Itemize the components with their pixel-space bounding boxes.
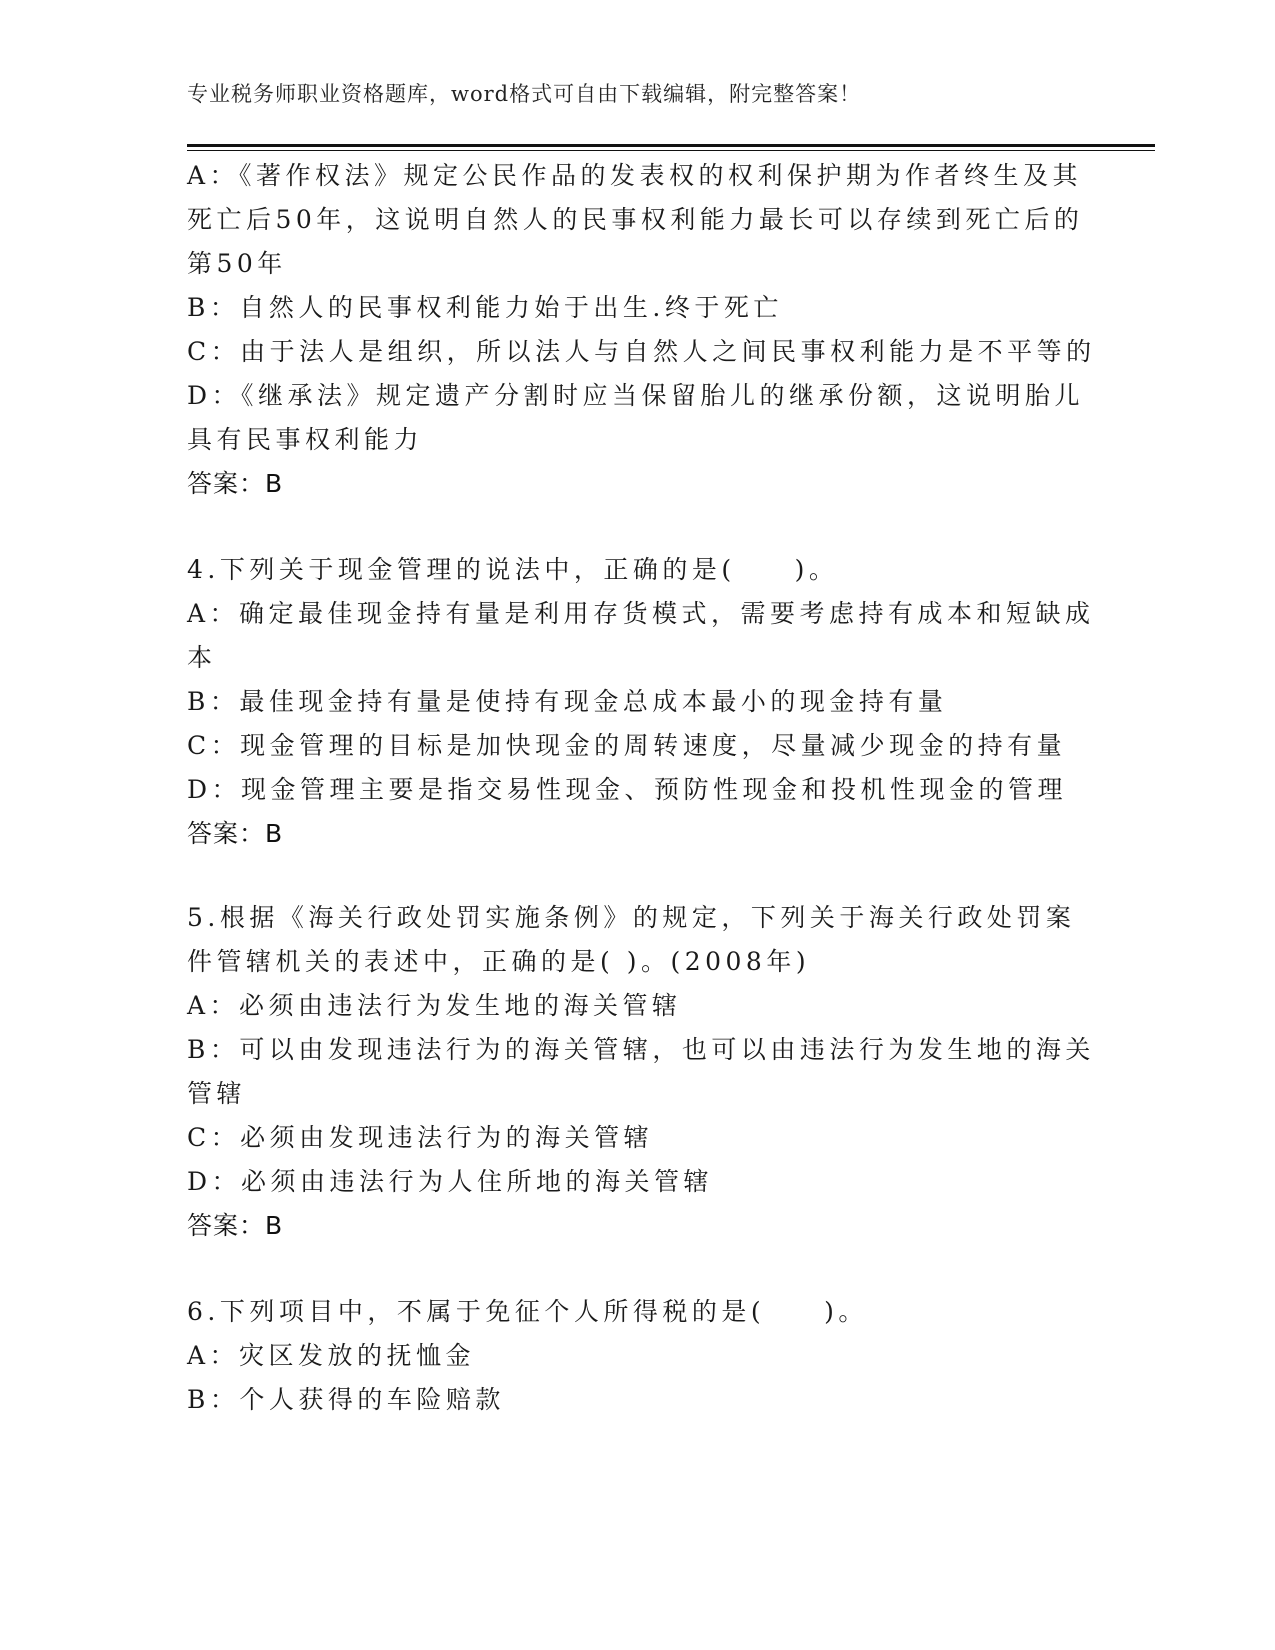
q4-stem: 4.下列关于现金管理的说法中，正确的是( )。 — [187, 555, 839, 584]
q4-option-a-line-1: A：确定最佳现金持有量是利用存货模式，需要考虑持有成本和短缺成 — [187, 599, 1095, 628]
q5-option-b-line-2: 管辖 — [187, 1079, 247, 1108]
q6-option-b: B：个人获得的车险赔款 — [187, 1385, 505, 1414]
q5-option-b-line-1: B：可以由发现违法行为的海关管辖，也可以由违法行为发生地的海关 — [187, 1035, 1095, 1064]
header-rule-thin — [187, 150, 1155, 151]
q3-answer: 答案：B — [187, 469, 284, 498]
q3-option-b: B：自然人的民事权利能力始于出生.终于死亡 — [187, 293, 783, 322]
q4-option-d: D：现金管理主要是指交易性现金、预防性现金和投机性现金的管理 — [187, 775, 1068, 804]
q6-stem: 6.下列项目中，不属于免征个人所得税的是( )。 — [187, 1297, 868, 1326]
q5-stem-line-1: 5.根据《海关行政处罚实施条例》的规定，下列关于海关行政处罚案 — [187, 903, 1076, 932]
q6-option-a: A：灾区发放的抚恤金 — [187, 1341, 476, 1370]
q4-option-c: C：现金管理的目标是加快现金的周转速度，尽量减少现金的持有量 — [187, 731, 1067, 760]
q3-option-a-line-1: A：《著作权法》规定公民作品的发表权的权利保护期为作者终生及其 — [187, 161, 1083, 190]
q3-option-a-line-2: 死亡后50年，这说明自然人的民事权利能力最长可以存续到死亡后的 — [187, 205, 1084, 234]
q4-answer: 答案：B — [187, 819, 284, 848]
q4-option-b: B：最佳现金持有量是使持有现金总成本最小的现金持有量 — [187, 687, 948, 716]
q5-option-a: A：必须由违法行为发生地的海关管辖 — [187, 991, 682, 1020]
q5-answer: 答案：B — [187, 1211, 284, 1240]
q4-option-a-line-2: 本 — [187, 643, 217, 672]
q3-option-c: C：由于法人是组织，所以法人与自然人之间民事权利能力是不平等的 — [187, 337, 1096, 366]
q5-stem-line-2: 件管辖机关的表述中，正确的是( )。(2008年) — [187, 947, 811, 976]
q5-option-d: D：必须由违法行为人住所地的海关管辖 — [187, 1167, 714, 1196]
page-header: 专业税务师职业资格题库，word格式可自由下载编辑，附完整答案！ — [187, 82, 862, 106]
q3-option-d-line-1: D：《继承法》规定遗产分割时应当保留胎儿的继承份额，这说明胎儿 — [187, 381, 1085, 410]
header-rule-thick — [187, 144, 1155, 147]
q3-option-d-line-2: 具有民事权利能力 — [187, 425, 424, 454]
q3-option-a-line-3: 第50年 — [187, 249, 287, 278]
q5-option-c: C：必须由发现违法行为的海关管辖 — [187, 1123, 654, 1152]
